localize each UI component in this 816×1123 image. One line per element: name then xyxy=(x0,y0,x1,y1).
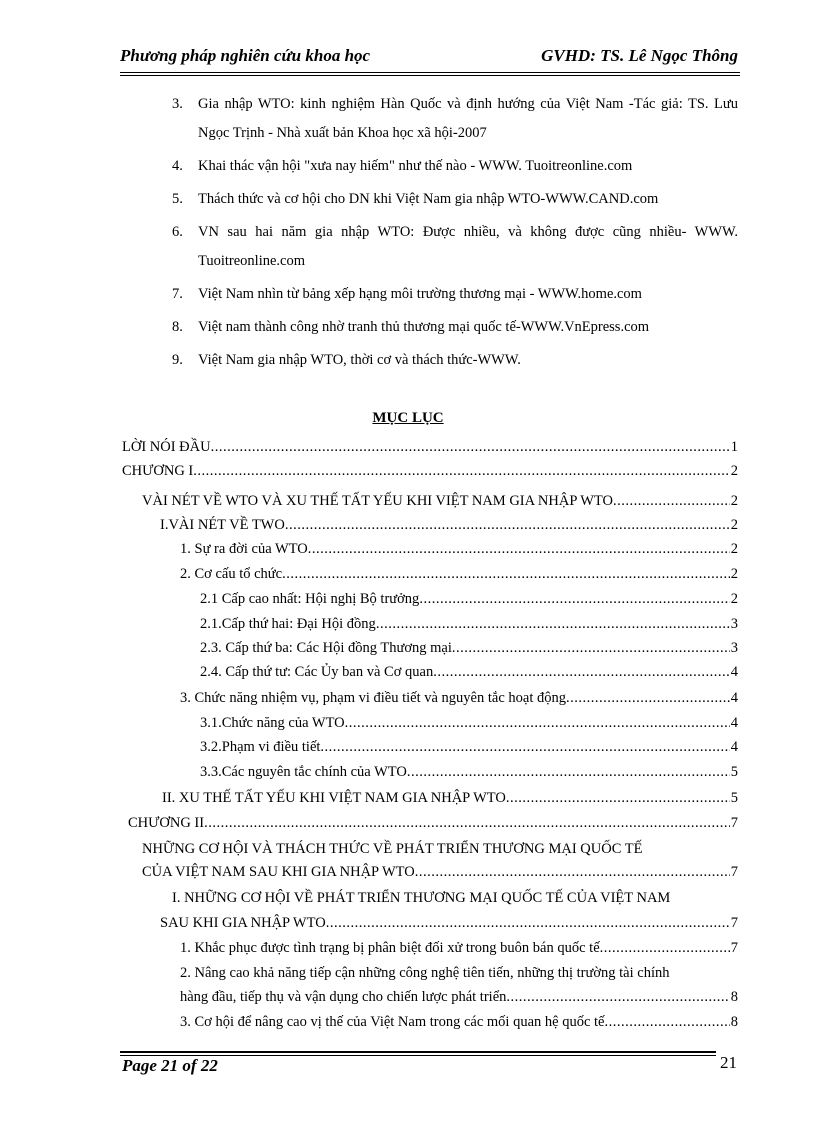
toc-entry-text[interactable]: I. NHỮNG CƠ HỘI VỀ PHÁT TRIỂN THƯƠNG MẠI QUỐC TẾ CỦA VIỆT NAM xyxy=(172,890,671,906)
toc-entry[interactable] xyxy=(180,687,738,709)
page-header xyxy=(120,46,740,68)
toc-entry-page: 3 xyxy=(730,616,738,632)
toc-entry-text: 1. Khắc phục được tình trạng bị phân biệt đối xử trong buôn bán quốc tế xyxy=(180,940,600,956)
toc-entry-page: 4 xyxy=(730,715,738,731)
toc-entry[interactable] xyxy=(160,514,738,536)
toc-entry-page: 4 xyxy=(730,664,738,680)
toc-entry-page: 7 xyxy=(730,915,738,931)
reference-text: Gia nhập WTO: kinh nghiệm Hàn Quốc và định hướng của Việt Nam -Tác giả: TS. Lưu Ngọc Trịnh - Nhà xuất bản Khoa học xã hội-2007 xyxy=(198,96,738,141)
toc-entry-page: 4 xyxy=(730,690,738,706)
toc-entry-page: 7 xyxy=(730,815,738,831)
toc-entry[interactable] xyxy=(200,761,738,783)
reference-text: Việt Nam nhìn từ bảng xếp hạng môi trường thương mại - WWW.home.com xyxy=(198,286,642,302)
toc-entry-text: 1. Sự ra đời của WTO xyxy=(180,541,308,557)
toc-leader xyxy=(613,490,730,512)
toc-entry-text[interactable]: NHỮNG CƠ HỘI VÀ THÁCH THỨC VỀ PHÁT TRIỂN THƯƠNG MẠI QUỐC TẾ xyxy=(142,841,643,857)
toc-entry-page: 5 xyxy=(730,764,738,780)
toc-entry-page: 2 xyxy=(730,493,738,509)
toc-entry-text: 2. Cơ cấu tổ chức xyxy=(180,566,283,582)
toc-leader xyxy=(506,986,729,1008)
reference-text: Việt nam thành công nhờ tranh thủ thương mại quốc tế-WWW.VnEpress.com xyxy=(198,319,650,335)
toc-leader xyxy=(407,761,730,783)
toc-entry-page: 2 xyxy=(730,462,738,479)
toc-entry-text: 2.3. Cấp thứ ba: Các Hội đồng Thương mại xyxy=(200,640,452,656)
toc-leader xyxy=(506,787,730,809)
toc-entry-page: 1 xyxy=(730,439,738,455)
header-instructor: GVHD: TS. Lê Ngọc Thông xyxy=(541,46,738,65)
toc-leader xyxy=(600,937,730,959)
toc-entry-page: 2 xyxy=(730,566,738,582)
toc-entry[interactable] xyxy=(180,538,738,560)
toc-entry-text: CỦA VIỆT NAM SAU KHI GIA NHẬP WTO xyxy=(142,864,415,880)
toc-leader xyxy=(308,538,730,560)
toc-entry-text: 3.2.Phạm vi điều tiết xyxy=(200,739,321,755)
reference-number: 7. xyxy=(172,286,183,302)
reference-list xyxy=(172,90,738,379)
toc-entry[interactable] xyxy=(128,812,738,834)
toc-entry[interactable] xyxy=(122,460,738,482)
reference-number: 8. xyxy=(172,319,183,335)
toc-entry-text[interactable]: 2. Nâng cao khả năng tiếp cận những công nghệ tiên tiến, những thị trường tài chính xyxy=(180,965,670,981)
toc-entry[interactable] xyxy=(160,912,738,934)
toc-entry[interactable] xyxy=(122,436,738,458)
toc-entry[interactable] xyxy=(142,490,738,512)
toc-entry[interactable] xyxy=(200,613,738,635)
toc-entry-text: hàng đầu, tiếp thụ và vận dụng cho chiến lược phát triển xyxy=(180,989,507,1005)
toc-entry[interactable] xyxy=(180,563,738,585)
toc-leader xyxy=(452,637,730,659)
toc-entry-page: 2 xyxy=(730,541,738,557)
toc-entry[interactable] xyxy=(142,861,738,883)
toc-leader xyxy=(566,687,730,709)
reference-item xyxy=(172,90,738,148)
reference-item xyxy=(172,185,738,214)
header-rule xyxy=(120,72,740,73)
toc-entry-page: 3 xyxy=(730,640,738,656)
toc-entry[interactable] xyxy=(180,937,738,959)
reference-text: Thách thức và cơ hội cho DN khi Việt Nam gia nhập WTO-WWW.CAND.com xyxy=(198,191,659,207)
toc-leader xyxy=(345,712,730,734)
toc-entry-text: CHƯƠNG II xyxy=(128,815,205,831)
header-rule-thin xyxy=(120,75,740,76)
toc-entry-page: 5 xyxy=(730,790,738,806)
toc-entry-text: II. XU THẾ TẤT YẾU KHI VIỆT NAM GIA NHẬP WTO xyxy=(162,790,506,806)
reference-number: 9. xyxy=(172,352,183,368)
toc-leader xyxy=(433,661,730,683)
toc-entry-text: 3.1.Chức năng của WTO xyxy=(200,715,345,731)
toc-entry-page: 7 xyxy=(730,864,738,880)
toc-leader xyxy=(282,563,730,585)
footer-rule xyxy=(120,1051,716,1053)
reference-text: Việt Nam gia nhập WTO, thời cơ và thách thức-WWW. xyxy=(198,352,521,368)
toc-entry-text: 2.1.Cấp thứ hai: Đại Hội đồng xyxy=(200,616,376,632)
toc-entry[interactable] xyxy=(200,736,738,758)
toc-leader xyxy=(376,613,730,635)
toc-entry[interactable] xyxy=(162,787,738,809)
reference-number: 6. xyxy=(172,224,183,240)
toc-entry-text: VÀI NÉT VỀ WTO VÀ XU THẾ TẤT YẾU KHI VIỆT NAM GIA NHẬP WTO xyxy=(142,493,613,509)
toc-entry-text: CHƯƠNG I xyxy=(122,462,194,479)
reference-item xyxy=(172,218,738,276)
toc-entry[interactable] xyxy=(200,712,738,734)
reference-item xyxy=(172,313,738,342)
reference-item xyxy=(172,346,738,375)
toc-leader xyxy=(204,812,730,834)
reference-text: VN sau hai năm gia nhập WTO: Được nhiều, và không được cũng nhiều- WWW. Tuoitreonline.com xyxy=(198,224,738,269)
toc-entry-page: 8 xyxy=(730,1014,738,1030)
footer-page-number: 21 xyxy=(720,1053,737,1072)
toc-entry-text: SAU KHI GIA NHẬP WTO xyxy=(160,915,326,931)
toc-entry-page: 2 xyxy=(730,517,738,533)
toc-entry-text: 3. Cơ hội để nâng cao vị thế của Việt Nam trong các mối quan hệ quốc tế xyxy=(180,1014,605,1030)
toc-leader xyxy=(326,912,730,934)
reference-number: 3. xyxy=(172,96,183,112)
toc-leader xyxy=(605,1011,730,1033)
toc-leader xyxy=(415,861,730,883)
toc-entry-page: 8 xyxy=(730,989,738,1005)
reference-item xyxy=(172,280,738,309)
toc-entry[interactable] xyxy=(200,661,738,683)
toc-entry-text: LỜI NÓI ĐẦU xyxy=(122,439,211,455)
toc-entry-page: 7 xyxy=(730,940,738,956)
reference-number: 5. xyxy=(172,191,183,207)
toc-title: MỤC LỤC xyxy=(372,410,444,426)
toc-entry-text: 3. Chức năng nhiệm vụ, phạm vi điều tiết và nguyên tắc hoạt động xyxy=(180,690,566,706)
toc-entry-text: 3.3.Các nguyên tắc chính của WTO xyxy=(200,764,407,780)
reference-text: Khai thác vận hội "xưa nay hiếm" như thế nào - WWW. Tuoitreonline.com xyxy=(198,158,633,174)
footer-page-label: Page 21 of 22 xyxy=(122,1056,218,1075)
toc-entry[interactable] xyxy=(180,1011,738,1033)
reference-number: 4. xyxy=(172,158,183,174)
toc-entry[interactable] xyxy=(180,986,738,1008)
toc-leader xyxy=(193,460,729,482)
toc-leader xyxy=(285,514,730,536)
toc-leader xyxy=(419,588,729,610)
reference-item xyxy=(172,152,738,181)
toc-entry-page: 2 xyxy=(730,591,738,607)
toc-leader xyxy=(320,736,729,758)
toc-entry-text: 2.4. Cấp thứ tư: Các Ủy ban và Cơ quan xyxy=(200,664,434,680)
toc-entry-text: I.VÀI NÉT VỀ TWO xyxy=(160,517,285,533)
toc-entry-page: 4 xyxy=(730,739,738,755)
toc-entry-text: 2.1 Cấp cao nhất: Hội nghị Bộ trưởng xyxy=(200,591,420,607)
toc-leader xyxy=(211,436,730,458)
toc-entry[interactable] xyxy=(200,637,738,659)
toc-entry[interactable] xyxy=(200,588,738,610)
header-course-title: Phương pháp nghiên cứu khoa học xyxy=(120,46,371,65)
